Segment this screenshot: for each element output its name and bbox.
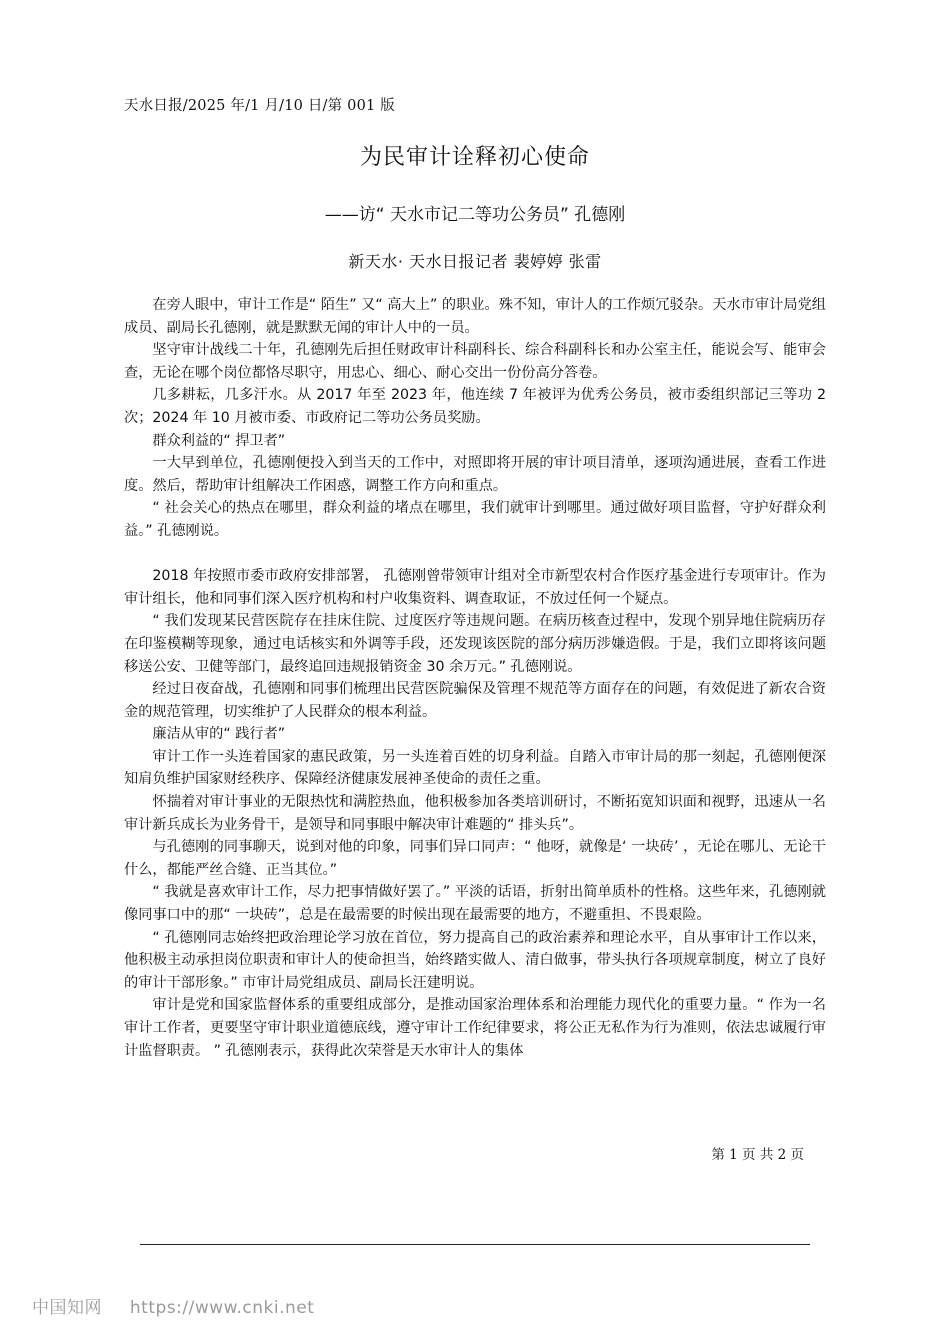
paragraph: “ 孔德刚同志始终把政治理论学习放在首位，努力提高自己的政治素养和理论水平，自从事审计工作以来，他积极主动承担岗位职责和审计人的使命担当，始终踏实做人、清白做事，带头执行各项规章制度，树立了良好的审计干部形象。” 市审计局党组成员、副局长汪建明说。 (124, 929, 826, 991)
footer-divider (140, 1244, 810, 1245)
paragraph: 怀揣着对审计事业的无限热忱和满腔热血，他积极参加各类培训研讨，不断拓宽知识面和视野，迅速从一名审计新兵成长为业务骨干，是领导和同事眼中解决审计难题的“ 排头兵”。 (124, 794, 826, 833)
article-title: 为民审计诠释初心使命 (359, 145, 590, 170)
paragraph: 一大早到单位，孔德刚便投入到当天的工作中，对照即将开展的审计项目清单，逐项沟通进展，查看工作进度。然后，帮助审计组解决工作困惑，调整工作方向和重点。 (124, 455, 826, 494)
article-byline: 新天水· 天水日报记者 裴婷婷 张雷 (348, 252, 602, 271)
paragraph: 在旁人眼中，审计工作是“ 陌生” 又“ 高大上” 的职业。殊不知，审计人的工作烦冗驳杂。天水市审计局党组成员、副局长孔德刚，就是默默无闻的审计人中的一员。 (124, 297, 826, 336)
paragraph: 与孔德刚的同事聊天，说到对他的印象，同事们异口同声：“ 他呀，就像是‘ 一块砖’ ，无论在哪儿、无论干什么，都能严丝合缝、正当其位。” (124, 839, 826, 878)
paragraph: 审计是党和国家监督体系的重要组成部分，是推动国家治理体系和治理能力现代化的重要力量。“ 作为一名审计工作者，更要坚守审计职业道德底线，遵守审计工作纪律要求，将公正无私作为行为准则，依法忠诚履行审计监督职责。 ” 孔德刚表示，获得此次荣誉是天水审计人的集体 (124, 997, 826, 1059)
article-subtitle: ——访“ 天水市记二等功公务员” 孔德刚 (324, 205, 626, 225)
paragraph: “ 我就是喜欢审计工作，尽力把事情做好罢了。” 平淡的话语，折射出简单质朴的性格。这些年来，孔德刚就像同事口中的那“ 一块砖”，总是在最需要的时候出现在最需要的地方，不避重担、不畏艰险。 (124, 884, 826, 924)
paragraph: 坚守审计战线二十年，孔德刚先后担任财政审计科副科长、综合科副科长和办公室主任，能说会写、能审会查，无论在哪个岗位都恪尽职守，用忠心、细心、耐心交出一份份高分答卷。 (124, 342, 826, 381)
paragraph: 经过日夜奋战，孔德刚和同事们梳理出民营医院骗保及管理不规范等方面存在的问题，有效促进了新农合资金的规范管理，切实维护了人民群众的根本利益。 (124, 681, 826, 720)
publication-source: 天水日报/2025 年/1 月/10 日/第 001 版 (124, 98, 395, 114)
paragraph: 审计工作一头连着国家的惠民政策，另一头连着百姓的切身利益。自踏入市审计局的那一刻起，孔德刚便深知肩负维护国家财经秩序、保障经济健康发展神圣使命的责任之重。 (124, 748, 826, 788)
watermark-url: https://www.cnki.net (129, 1298, 315, 1318)
paragraph: “ 社会关心的热点在哪里，群众利益的堵点在哪里，我们就审计到哪里。通过做好项目监督，守护好群众利益。” 孔德刚说。 (124, 500, 826, 539)
section-heading: 群众利益的“ 捍卫者” (152, 432, 286, 449)
paragraph: 2018 年按照市委市政府安排部署， 孔德刚曾带领审计组对全市新型农村合作医疗基金进行专项审计。作为审计组长，他和同事们深入医疗机构和村户收集资料、调查取证，不放过任何一个疑点。 (124, 568, 826, 607)
paragraph-spacer (124, 543, 826, 566)
cnki-watermark (32, 1293, 314, 1318)
article-body (124, 294, 826, 1062)
watermark-brand: 中国知网 (32, 1298, 102, 1318)
page-indicator: 第 1 页 共 2 页 (711, 1147, 804, 1163)
section-heading: 廉洁从审的“ 践行者” (152, 726, 286, 743)
paragraph: 几多耕耘，几多汗水。从 2017 年至 2023 年，他连续 7 年被评为优秀公务员，被市委组织部记三等功 2 次；2024 年 10 月被市委、市政府记二等功公务员奖励。 (124, 387, 826, 426)
paragraph: “ 我们发现某民营医院存在挂床住院、过度医疗等违规问题。在病历核查过程中，发现个别异地住院病历存在印鉴模糊等现象，通过电话核实和外调等手段，还发现该医院的部分病历涉嫌造假。于是，我们立即将该问题移送公安、卫健等部门，最终追回违规报销资金 30 余万元。” 孔德刚说。 (124, 613, 826, 675)
